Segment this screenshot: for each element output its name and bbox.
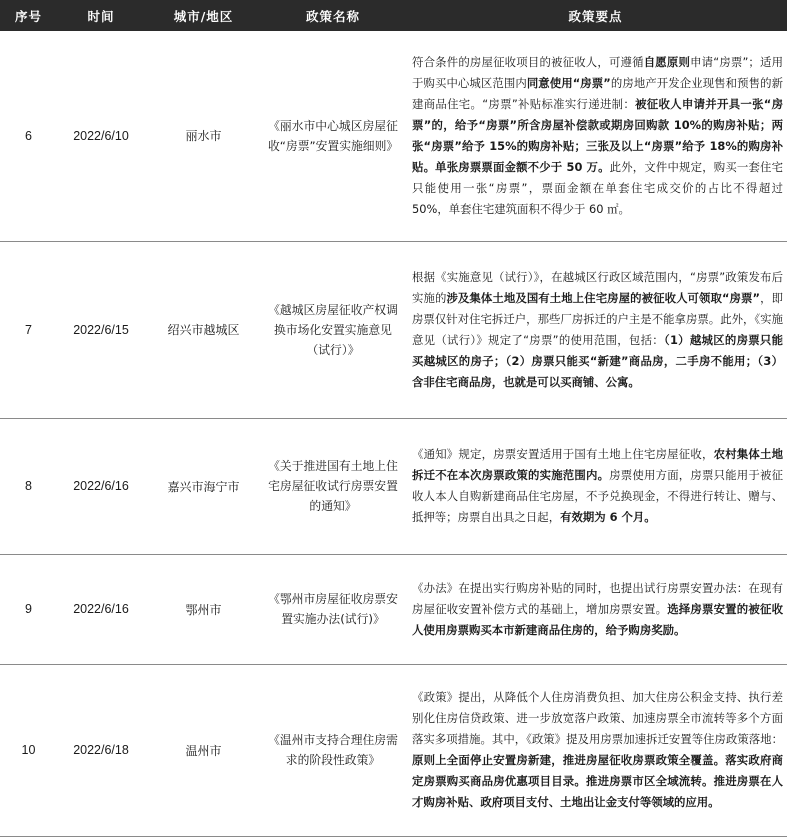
row-num: 9 [0,554,57,664]
points-segment-bold: （1）越城区的房票只能买越城区的房子；（2）房票只能买“新建”商品房，二手房不能用；（3）含非住宅商品房，也就是可以买商铺、公寓。 [412,332,783,389]
points-segment-bold: 有效期为 6 个月。 [560,510,656,524]
points-segment: 申请“房票”；适用于购买中心城区范围内 [412,54,783,90]
row-city: 嘉兴市海宁市 [145,418,262,554]
points-segment: 的房地产开发企业现售和预售的新建商品住宅。“房票”补贴标准实行递进制： [412,75,783,111]
row-policy-points [404,418,787,554]
row-policy-name: 《鄂州市房屋征收房票安置实施办法(试行)》 [262,554,404,664]
points-segment-bold: 被征收人申请并开具一张“房票”的，给予“房票”所含房屋补偿款或期房回购款 10%的购房补贴；两张“房票”给予 15%的购房补贴；三张及以上“房票”给予 18%的购房补贴。单张房票票面金额不少于 50 万。 [412,96,783,174]
row-num: 8 [0,418,57,554]
table-row [0,664,787,836]
table-row [0,241,787,418]
table-row [0,554,787,664]
points-segment-bold: 自愿原则 [643,54,691,69]
points-segment: 房票使用方面，房票只能用于被征收人本人自购新建商品住宅房屋，不予兑换现金，不得进行转让、赠与、抵押等；房票自出具之日起， [412,468,783,524]
row-policy-name: 《丽水市中心城区房屋征收“房票”安置实施细则》 [262,31,404,241]
row-date: 2022/6/18 [57,664,145,836]
points-segment-bold: 选择房票安置的被征收人使用房票购买本市新建商品住房的，给予购房奖励。 [412,601,783,637]
points-segment: 《政策》提出，从降低个人住房消费负担、加大住房公积金支持、执行差别化住房信贷政策、进一步放宽落户政策、加速房票全市流转等多个方面落实多项措施。其中，《政策》提及用房票加速拆迁安置等住房政策落地： [412,690,783,746]
points-segment: 《办法》在提出实行购房补贴的同时，也提出试行房票安置办法：在现有房屋征收安置补偿方式的基础上，增加房票安置。 [412,580,783,616]
row-date: 2022/6/16 [57,418,145,554]
row-policy-points [404,31,787,241]
points-segment: ，即房票仅针对住宅拆迁户，那些厂房拆迁的户主是不能拿房票。此外，《实施意见（试行）》规定了“房票”的使用范围，包括： [412,290,783,347]
points-segment-bold: 同意使用“房票” [526,75,611,90]
row-date: 2022/6/16 [57,554,145,664]
points-segment: 此外，文件中规定，购买一套住宅只能使用一张“房票”，票面金额在单套住宅成交价的占比不得超过 50%，单套住宅建筑面积不得少于 60 ㎡。 [412,159,783,216]
row-city: 温州市 [145,664,262,836]
points-segment: 《通知》规定，房票安置适用于国有土地上住宅房屋征收， [412,447,714,461]
points-segment-bold: 农村集体土地拆迁不在本次房票政策的实施范围内。 [412,447,783,482]
row-num: 7 [0,241,57,418]
header-num: 序号 [0,0,57,31]
points-segment-bold: 原则上全面停止安置房新建，推进房屋征收房票政策全覆盖。落实政府商定房票购买商品房优惠项目目录。推进房票市区全域流转。推进房票在人才购房补贴、政府项目支付、土地出让金支付等领域的应用。 [412,753,783,809]
row-policy-points [404,241,787,418]
row-policy-name: 《越城区房屋征收产权调换市场化安置实施意见（试行）》 [262,241,404,418]
row-policy-points [404,554,787,664]
row-policy-name: 《温州市支持合理住房需求的阶段性政策》 [262,664,404,836]
row-city: 鄂州市 [145,554,262,664]
header-city: 城市/地区 [145,0,262,31]
header-policy-points: 政策要点 [404,0,787,31]
row-date: 2022/6/10 [57,31,145,241]
points-segment-bold: 涉及集体土地及国有土地上住宅房屋的被征收人可领取“房票” [446,290,761,305]
row-policy-name: 《关于推进国有土地上住宅房屋征收试行房票安置的通知》 [262,418,404,554]
table-header [0,0,787,31]
table-row [0,31,787,241]
row-policy-points [404,664,787,836]
table-row [0,418,787,554]
points-segment: 根据《实施意见（试行）》，在越城区行政区域范围内，“房票”政策发布后实施的 [412,269,783,305]
header-policy-name: 政策名称 [262,0,404,31]
row-city: 丽水市 [145,31,262,241]
row-num: 10 [0,664,57,836]
row-city: 绍兴市越城区 [145,241,262,418]
points-segment: 符合条件的房屋征收项目的被征收人，可遵循 [412,54,644,69]
header-date: 时间 [57,0,145,31]
row-date: 2022/6/15 [57,241,145,418]
row-num: 6 [0,31,57,241]
